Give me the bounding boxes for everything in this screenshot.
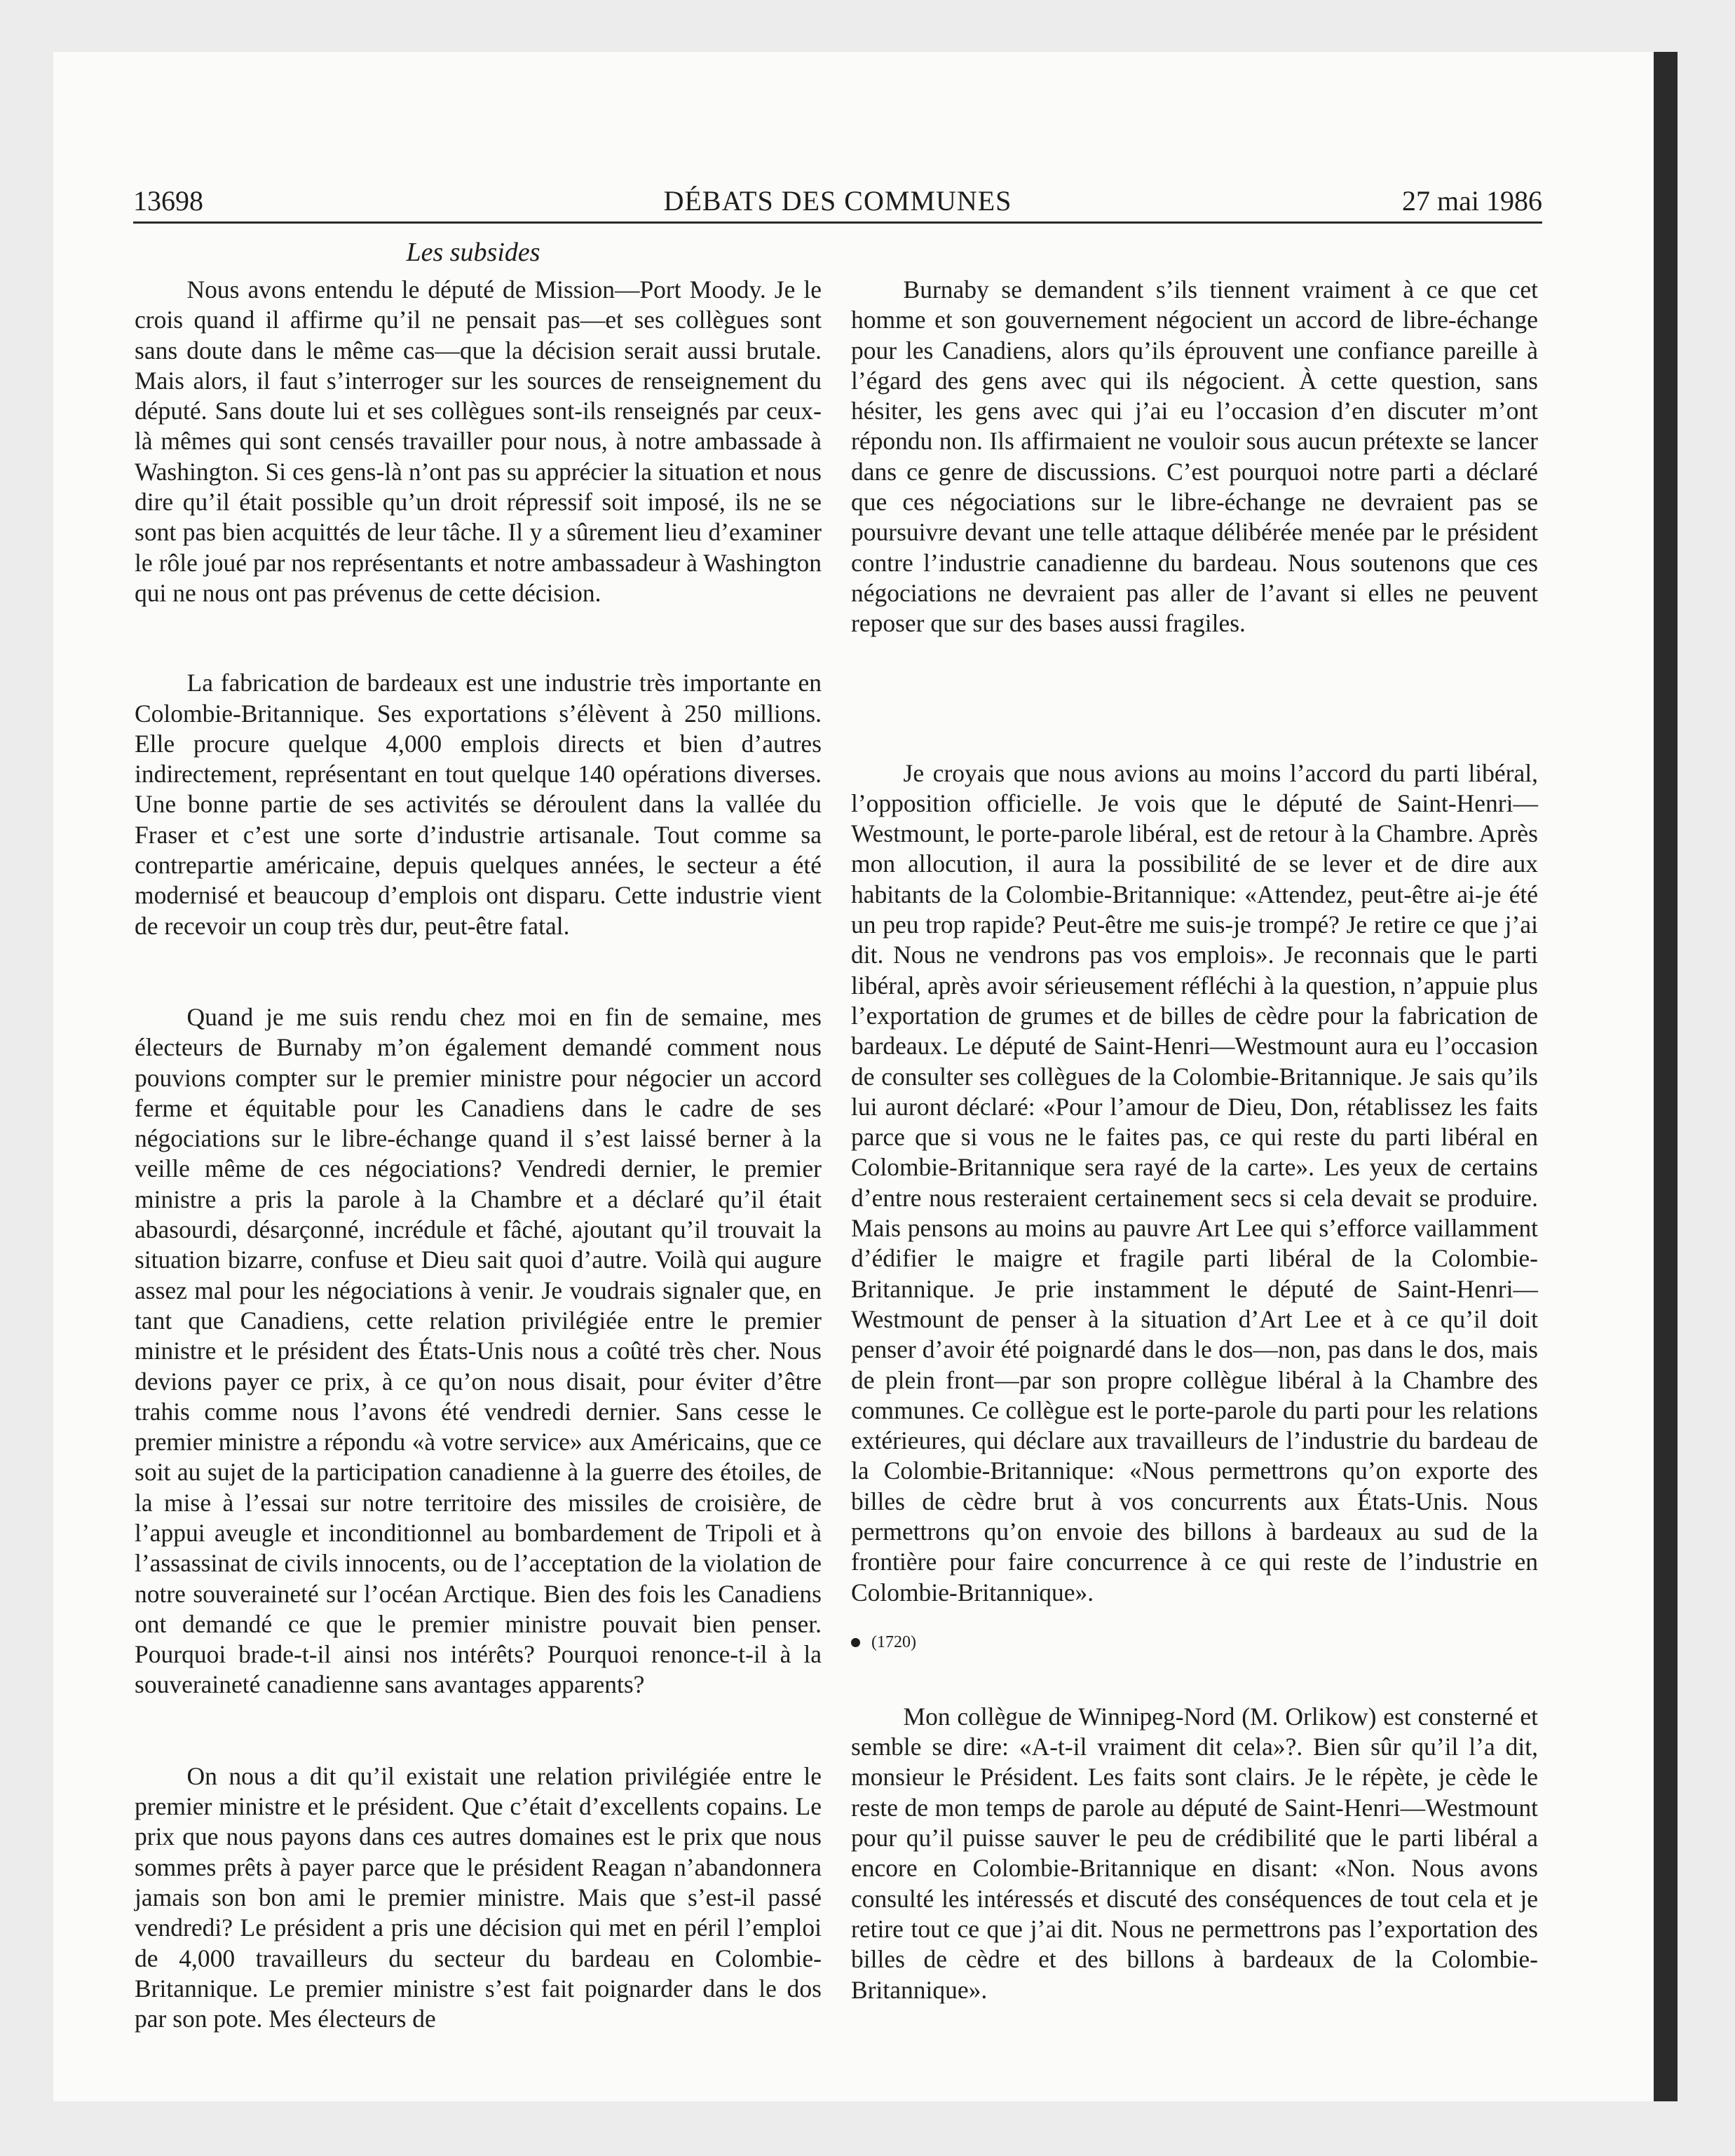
left-column <box>135 275 822 2034</box>
issue-date: 27 mai 1986 <box>1402 185 1542 217</box>
paragraph: Burnaby se demandent s’ils tiennent vraiment à ce que cet homme et son gouvernement négocient un accord de libre-échange pour les Canadiens, alors qu’ils éprouvent une confiance pareille à l’égard des gens avec qui ils négocient. À cette question, sans hésiter, les gens avec qui j’ai eu l’occasion d’en discuter m’ont répondu non. Ils affirmaient ne vouloir sous aucun prétexte se lancer dans ce genre de discussions. C’est pourquoi notre parti a déclaré que ces négociations sur le libre-échange ne devraient pas se poursuivre devant une telle attaque délibérée menée par le président contre l’industrie canadienne du bardeau. Nous soutenons que ces négociations ne devraient pas aller de l’avant si elles ne peuvent reposer que sur des bases aussi fragiles. <box>851 275 1538 638</box>
paragraph: Nous avons entendu le député de Mission—Port Moody. Je le crois quand il affirme qu’il ne pensait pas—et ses collègues sont sans doute dans le même cas—que la décision serait aussi brutale. Mais alors, il faut s’interroger sur les sources de renseignement du député. Sans doute lui et ses collègues sont-ils renseignés par ceux-là mêmes qui sont censés travailler pour nous, à notre ambassade à Washington. Si ces gens-là n’ont pas su apprécier la situation et nous dire qu’il était possible qu’un droit répressif soit imposé, ils ne se sont pas bien acquittés de leur tâche. Il y a sûrement lieu d’examiner le rôle joué par nos représentants et notre ambassadeur à Washington qui ne nous ont pas prévenus de cette décision. <box>135 275 822 607</box>
timestamp: (1720) <box>871 1633 916 1652</box>
scan-edge-shadow <box>1654 52 1678 2101</box>
paragraph: On nous a dit qu’il existait une relation privilégiée entre le premier ministre et le président. Que c’était d’excellents copains. Le prix que nous payons dans ces autres domaines est le prix que nous sommes prêts à payer parce que le président Reagan n’abandonnera jamais son bon ami le premier ministre. Mais que s’est-il passé vendredi? Le président a pris une décision qui met en péril l’emploi de 4,000 travailleurs du secteur du bardeau en Colombie-Britannique. Le premier ministre s’est fait poignarder dans le dos par son pote. Mes électeurs de <box>135 1761 822 2033</box>
journal-title: DÉBATS DES COMMUNES <box>663 185 1012 217</box>
running-header <box>133 179 1542 224</box>
paragraph: Je croyais que nous avions au moins l’accord du parti libéral, l’opposition officielle. Je vois que le député de Saint-Henri—Westmount, le porte-parole libéral, est de retour à la Chambre. Après mon allocution, il aura la possibilité de se lever et de dire aux habitants de la Colombie-Britannique: «Attendez, peut-être ai-je été un peu trop rapide? Peut-être me suis-je trompé? Je retire ce que j’ai dit. Nous ne vendrons pas vos emplois». Je reconnais que le parti libéral, après avoir sérieusement réfléchi à la question, n’appuie plus l’exportation de grumes et de billes de cèdre pour la fabrication de bardeaux. Le député de Saint-Henri—Westmount aura eu l’occasion de consulter ses collègues de la Colombie-Britannique. Je sais qu’ils lui auront déclaré: «Pour l’amour de Dieu, Don, rétablissez les faits parce que si vous ne le faites pas, ce qui reste du parti libéral en Colombie-Britannique sera rayé de la carte». Les yeux de certains d’entre nous resteraient certainement secs si cela devait se produire. Mais pensons au moins au pauvre Art Lee qui s’efforce vaillamment d’édifier le maigre et fragile parti libéral de la Colombie-Britannique. Je prie instamment le député de Saint-Henri—Westmount de penser à la situation d’Art Lee et à ce qu’il doit penser d’avoir été poignardé dans le dos—non, pas dans le dos, mais de plein front—par son propre collègue libéral à la Chambre des communes. Ce collègue est le porte-parole du parti pour les relations extérieures, qui déclare aux travailleurs de l’industrie du bardeau de la Colombie-Britannique: «Nous permettrons qu’on exporte des billes de cèdre brut à vos concurrents aux États-Unis. Nous permettrons qu’on envoie des billons à bardeaux au sud de la frontière pour faire concurrence à ce qui reste de l’industrie en Colombie-Britannique». <box>851 758 1538 1606</box>
bullet-icon <box>851 1638 860 1647</box>
paragraph: Quand je me suis rendu chez moi en fin de semaine, mes électeurs de Burnaby m’on également demandé comment nous pouvions compter sur le premier ministre pour négocier un accord ferme et équitable pour les Canadiens dans le cadre de ses négociations sur le libre-échange quand il s’est laissé berner à la veille même de ces négociations? Vendredi dernier, le premier ministre a pris la parole à la Chambre et a déclaré qu’il était abasourdi, désarçonné, incrédule et fâché, ajoutant qu’il trouvait la situation bizarre, confuse et Dieu sait quoi d’autre. Voilà qui augure assez mal pour les négociations à venir. Je voudrais signaler que, en tant que Canadiens, cette relation privilégiée entre le premier ministre et le président des États-Unis nous a coûté très cher. Nous devions payer ce prix, à ce qu’on nous disait, pour éviter d’être trahis comme nous l’avons été vendredi dernier. Sans cesse le premier ministre a répondu «à votre service» aux Américains, que ce soit au sujet de la participation canadienne à la guerre des étoiles, de la mise à l’essai sur notre territoire des missiles de croisière, de l’appui aveugle et inconditionnel au bombardement de Tripoli et à l’assassinat de civils innocents, ou de l’acceptation de la violation de notre souveraineté sur l’océan Arctique. Bien des fois les Canadiens ont demandé ce que le premier ministre pouvait bien penser. Pourquoi brade-t-il ainsi nos intérêts? Pourquoi renonce-t-il à la souveraineté canadienne sans avantages apparents? <box>135 1002 822 1699</box>
paragraph: Mon collègue de Winnipeg-Nord (M. Orlikow) est consterné et semble se dire: «A-t-il vraiment dit cela»?. Bien sûr qu’il l’a dit, monsieur le Président. Les faits sont clairs. Je le répète, je cède le reste de mon temps de parole au député de Saint-Henri—Westmount pour qu’il puisse sauver le peu de crédibilité que le parti libéral a encore en Colombie-Britannique en disant: «Non. Nous avons consulté les intéressés et discuté des conséquences de tout cela et je retire tout ce que j’ai dit. Nous ne permettrons pas l’exportation des billes de cèdre et des billons à bardeaux de la Colombie-Britannique». <box>851 1702 1538 2004</box>
section-heading: Les subsides <box>406 238 540 267</box>
right-column <box>851 275 1538 2005</box>
page-number: 13698 <box>133 185 203 217</box>
timestamp-marker <box>851 1629 1538 1657</box>
paragraph: La fabrication de bardeaux est une industrie très importante en Colombie-Britannique. Ses exportations s’élèvent à 250 millions. Elle procure quelque 4,000 emplois directs et bien d’autres indirectement, représentant en tout quelque 140 opérations diverses. Une bonne partie de ses activités se déroulent dans la vallée du Fraser et c’est une sorte d’industrie artisanale. Tout comme sa contrepartie américaine, depuis quelques années, le secteur a été modernisé et beaucoup d’emplois ont disparu. Cette industrie vient de recevoir un coup très dur, peut-être fatal. <box>135 669 822 940</box>
